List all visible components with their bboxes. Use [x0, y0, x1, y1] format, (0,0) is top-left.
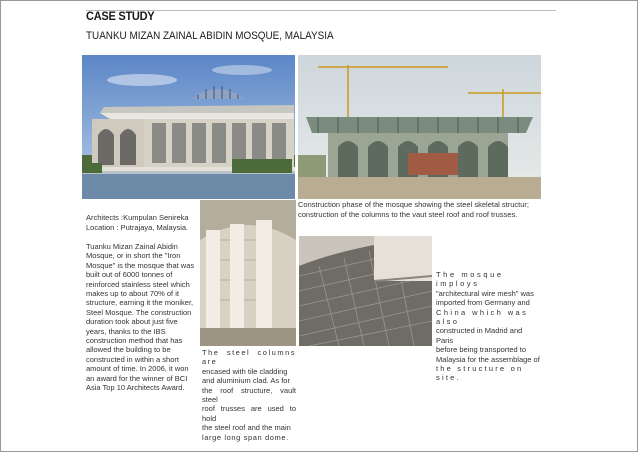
steel-columns-photo [200, 200, 296, 346]
construction-caption-line: construction of the columns to the vaut steel roof and roof trusses. [298, 209, 518, 219]
description-line: Steel Mosque. The construction [86, 307, 192, 317]
construction-caption-line: Construction phase of the mosque showing the steel skeletal structur; [298, 200, 529, 209]
construction-photo [298, 55, 541, 199]
description-line: duration took about just five [86, 317, 178, 327]
architects-line: Architects :Kumpulan Senireka [86, 213, 189, 222]
header-rule [86, 10, 556, 11]
mesh-caption-line: the structure on site. [436, 364, 524, 383]
description-line: allowed the building to be [86, 345, 171, 355]
description-paragraph [86, 242, 196, 393]
columns-caption-line: large long span dome. [202, 432, 289, 442]
description-line: Mosque, or in short the "Iron [86, 251, 181, 261]
columns-caption-line: roof trusses are used to hold [202, 404, 296, 423]
description-line: constructed in within a short [86, 354, 179, 364]
mesh-caption-line: before being transported to [436, 345, 527, 355]
mesh-caption-line: Malaysia for the assemblage of [436, 354, 540, 364]
mesh-caption [436, 270, 540, 383]
location-line: Location : Putrajaya, Malaysia. [86, 223, 189, 232]
mosque-exterior-photo [82, 55, 295, 199]
description-line: structure, earning it the moniker, [86, 298, 194, 308]
description-line: makes up to about 70% of it [86, 289, 179, 299]
mesh-caption-line: constructed in Madrid and Paris [436, 326, 523, 345]
columns-caption-line: and aluminium clad. As for [202, 376, 290, 386]
description-line: construction method that has [86, 336, 183, 346]
columns-caption [202, 348, 296, 442]
description-line: reinforced stainless steel which [86, 279, 190, 289]
description-line: Asia Top 10 Architects Award. [86, 383, 185, 393]
description-line: built out of 6000 tonnes of [86, 270, 173, 280]
columns-caption-line: the steel roof and the main [202, 423, 291, 433]
mesh-caption-line: China which was also [436, 307, 529, 327]
wire-mesh-photo [299, 236, 432, 346]
mesh-caption-line: The mosque imploys [436, 270, 504, 289]
description-line: amount of time. In 2006, it won [86, 364, 189, 374]
mesh-caption-line: imported from Germany and [436, 298, 530, 308]
case-study-title: CASE STUDY [86, 9, 155, 23]
columns-caption-line: the roof structure, vault steel [202, 385, 296, 405]
columns-caption-line: The steel columns are [202, 348, 296, 367]
description-line: Tuanku Mizan Zainal Abidin [86, 242, 178, 251]
description-line: years, thanks to the IBS [86, 326, 166, 336]
columns-caption-line: encased with tile cladding [202, 366, 288, 376]
description-line: an award for the winner of BCI [86, 373, 188, 383]
mosque-subtitle: TUANKU MIZAN ZAINAL ABIDIN MOSQUE, MALAYSIA [86, 30, 334, 42]
mesh-caption-line: "architectural wire mesh" was [436, 288, 534, 298]
description-line: Mosque" is the mosque that was [86, 260, 195, 270]
